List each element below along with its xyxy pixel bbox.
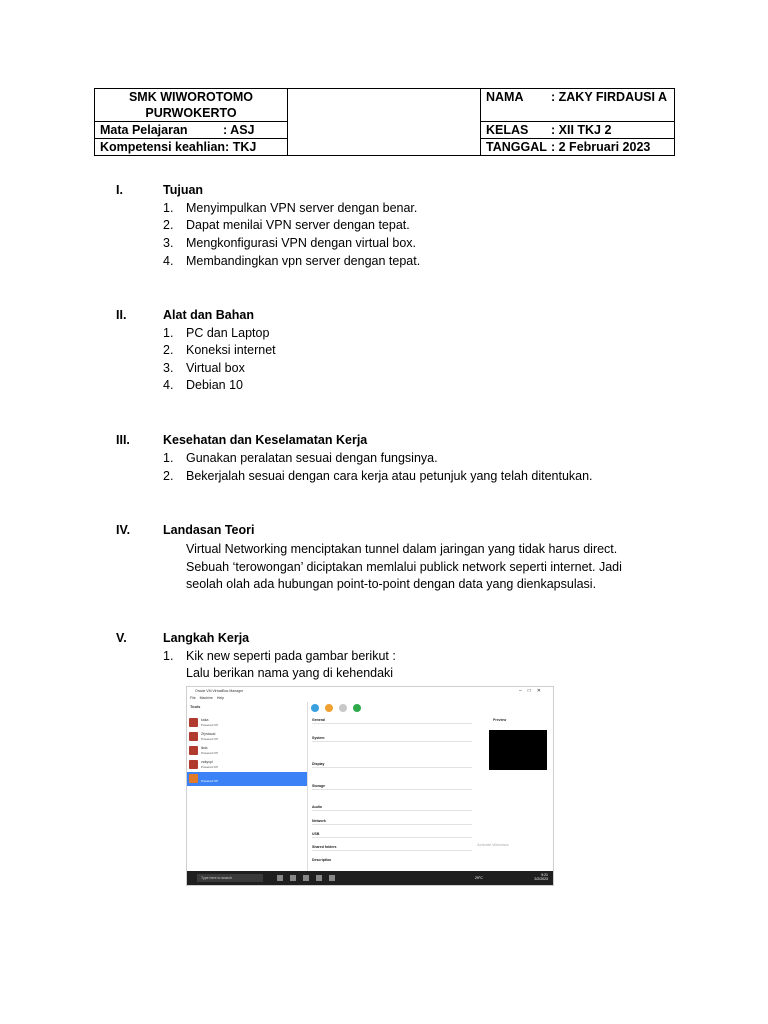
competence-value: TKJ (232, 140, 257, 154)
section-title: Langkah Kerja (163, 631, 250, 645)
item-text: Menyimpulkan VPN server dengan benar. (186, 201, 418, 215)
section-numeral: IV. (116, 523, 131, 537)
class-label: KELAS (486, 123, 529, 137)
vm-state: Powered Off (201, 765, 218, 769)
new-icon (311, 704, 319, 712)
item-number: 2. (163, 218, 174, 232)
start-icon (353, 704, 361, 712)
item-number: 1. (163, 201, 174, 215)
item-text: PC dan Laptop (186, 326, 270, 340)
vm-item (187, 744, 307, 758)
subject-value: : ASJ (223, 123, 255, 137)
competence-cell (95, 139, 288, 156)
section-numeral: III. (116, 433, 130, 447)
preview-label: Preview (493, 718, 507, 722)
taskbar-apps (277, 875, 342, 882)
school-name-line1: SMK WIWOROTOMO (128, 90, 254, 104)
section-numeral: II. (116, 308, 127, 322)
item-text: Debian 10 (186, 378, 243, 392)
app-icon (277, 875, 283, 881)
menu-machine: Machine (199, 696, 213, 700)
app-icon (329, 875, 335, 881)
menu-file: File (190, 696, 196, 700)
clock-time: 9:21 (541, 873, 548, 877)
vm-item (187, 716, 307, 730)
details-heading: General (312, 718, 326, 722)
discard-icon (339, 704, 347, 712)
vm-icon (189, 760, 198, 769)
subject-cell (95, 122, 288, 139)
item-number: 1. (163, 451, 174, 465)
subject-label: Mata Pelajaran (100, 123, 188, 137)
section-numeral: I. (116, 183, 123, 197)
date-value: : 2 Februari 2023 (551, 140, 651, 154)
tools-label: Tools (190, 704, 201, 709)
divider (312, 824, 472, 825)
divider (312, 741, 472, 742)
vm-name: Zfyrdausi (201, 732, 216, 736)
section-title: Kesehatan dan Keselamatan Kerja (163, 433, 368, 447)
blank-logo-cell (288, 89, 481, 156)
section-title: Tujuan (163, 183, 204, 197)
school-cell (95, 89, 288, 122)
details-heading: Shared folders (312, 845, 337, 849)
app-icon (303, 875, 309, 881)
toolbar-icons (311, 704, 367, 714)
theory-paragraph (186, 541, 622, 594)
details-heading: System (312, 736, 325, 740)
item-text: Membandingkan vpn server dengan tepat. (186, 254, 421, 268)
app-icon (316, 875, 322, 881)
divider (312, 723, 472, 724)
name-cell (481, 89, 675, 122)
window-title: Oracle VM VirtualBox Manager (195, 689, 244, 693)
vm-state: Powered Off (201, 751, 218, 755)
vm-item-selected (187, 772, 307, 786)
vm-state: Powered Off (201, 779, 218, 783)
weather-text: 29°C (475, 876, 483, 880)
paragraph-line: Sebuah ‘terowongan’ diciptakan memlalui publick network seperti internet. Jadi (186, 559, 622, 574)
details-heading: Audio (312, 805, 322, 809)
item-number: 3. (163, 361, 174, 375)
details-heading: USB (312, 832, 320, 836)
vm-icon (189, 732, 198, 741)
vm-list-pane (187, 702, 308, 871)
item-text: Koneksi internet (186, 343, 276, 357)
item-number: 1. (163, 649, 174, 663)
vm-icon (189, 718, 198, 727)
section-title: Landasan Teori (163, 523, 255, 537)
item-text: Dapat menilai VPN server dengan tepat. (186, 218, 410, 232)
divider (312, 810, 472, 811)
section-title: Alat dan Bahan (163, 308, 254, 322)
name-label: NAMA (486, 90, 524, 104)
vm-icon (189, 774, 198, 783)
vm-item (187, 730, 307, 744)
class-cell (481, 122, 675, 139)
item-number: 4. (163, 254, 174, 268)
details-heading: Description (312, 858, 332, 862)
vm-icon (189, 746, 198, 755)
item-number: 2. (163, 343, 174, 357)
item-number: 3. (163, 236, 174, 250)
virtualbox-screenshot (186, 686, 554, 886)
item-number: 2. (163, 469, 174, 483)
clock-date: 2/2/2023 (534, 877, 548, 881)
date-label: TANGGAL (486, 140, 547, 154)
competence-label: Kompetensi keahlian: (100, 140, 230, 154)
item-text-continued: Lalu berikan nama yang di kehendaki (186, 666, 394, 680)
details-heading: Storage (312, 784, 326, 788)
vm-name: ikda (201, 746, 208, 750)
window-titlebar (187, 687, 553, 696)
paragraph-line: Virtual Networking menciptakan tunnel dalam jaringan yang tidak harus direct. (186, 542, 618, 556)
name-value: : ZAKY FIRDAUSI A (551, 90, 667, 104)
item-number: 4. (163, 378, 174, 392)
app-icon (290, 875, 296, 881)
divider (312, 789, 472, 790)
item-text: Virtual box (186, 361, 245, 375)
class-value: : XII TKJ 2 (551, 123, 612, 137)
menu-help: Help (216, 696, 225, 700)
vm-item (187, 758, 307, 772)
windows-taskbar (187, 871, 553, 885)
item-text: Mengkonfigurasi VPN dengan virtual box. (186, 236, 416, 250)
header-table (94, 88, 675, 156)
taskbar-clock (534, 873, 548, 881)
date-cell (481, 139, 675, 156)
section-numeral: V. (116, 631, 127, 645)
vm-state: Powered Off (201, 723, 218, 727)
settings-icon (325, 704, 333, 712)
item-text: Kik new seperti pada gambar berikut : (186, 649, 396, 663)
item-number: 1. (163, 326, 174, 340)
paragraph-line: seolah olah ada hubungan point-to-point dengan data yang dienkapsulasi. (186, 577, 597, 591)
divider (312, 837, 472, 838)
details-heading: Display (312, 762, 325, 766)
vm-preview (489, 730, 547, 770)
vm-name: zakyvpl (201, 760, 213, 764)
vm-name: kaka (201, 718, 209, 722)
window-controls: –□✕ (519, 688, 547, 694)
vm-details-pane (308, 702, 553, 871)
vm-state: Powered Off (201, 737, 218, 741)
activate-windows-watermark: Activate Windows (477, 842, 509, 847)
item-text: Bekerjalah sesuai dengan cara kerja atau petunjuk yang telah ditentukan. (186, 469, 593, 483)
taskbar-search: Type here to search (197, 874, 263, 882)
school-name-line2: PURWOKERTO (145, 106, 237, 120)
details-heading: Network (312, 819, 326, 823)
divider (312, 767, 472, 768)
item-text: Gunakan peralatan sesuai dengan fungsinya. (186, 451, 438, 465)
divider (312, 850, 472, 851)
